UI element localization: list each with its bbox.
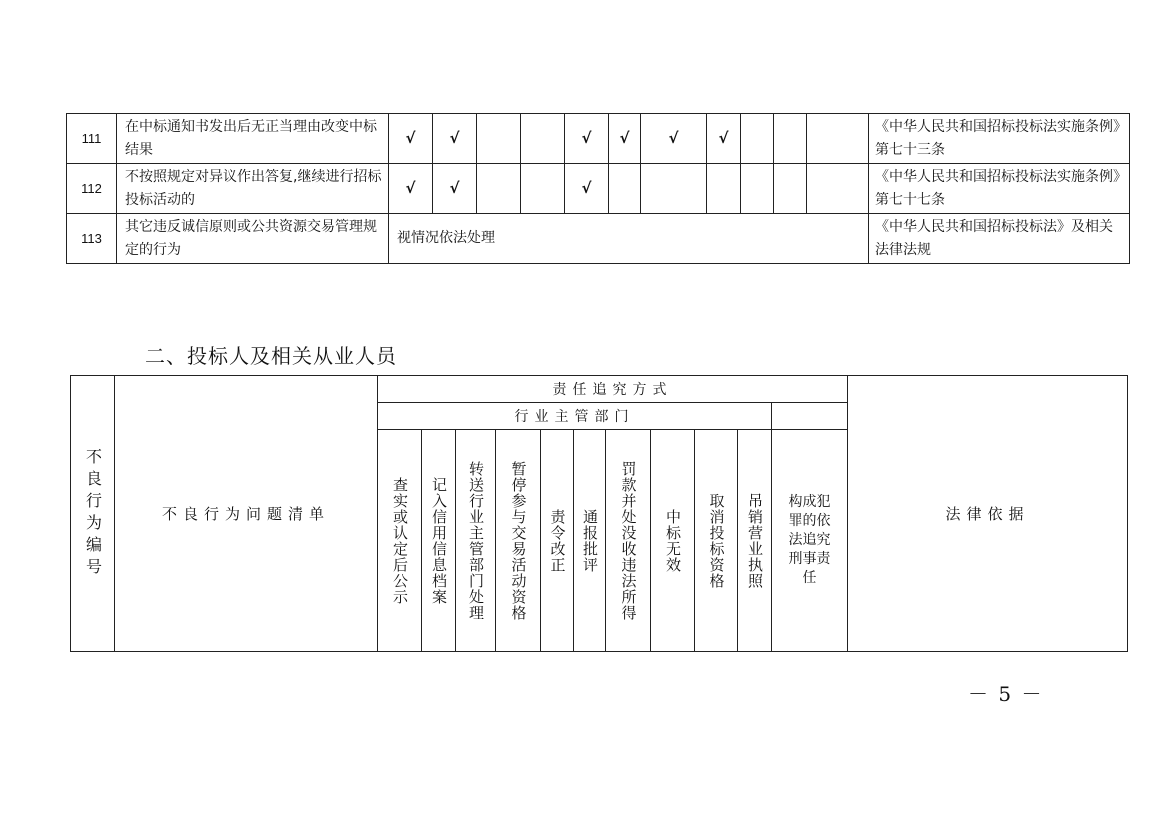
check-mark-cell (609, 164, 641, 214)
row-legal-basis: 《中华人民共和国招标投标法》及相关法律法规 (869, 214, 1130, 264)
row-issue: 其它违反诚信原则或公共资源交易管理规定的行为 (117, 214, 389, 264)
col-header-no: 不良行为编号 (71, 376, 115, 652)
row-issue: 不按照规定对异议作出答复,继续进行招标投标活动的 (117, 164, 389, 214)
check-mark-cell (707, 164, 741, 214)
check-mark-cell: √ (433, 114, 477, 164)
check-mark-cell: √ (389, 164, 433, 214)
check-mark-cell (521, 164, 565, 214)
check-mark-cell (741, 114, 774, 164)
col-header-measure: 罚款并处没收违法所得 (606, 430, 651, 652)
col-header-measure: 转送行业主管部门处理 (456, 430, 496, 652)
col-header-measure: 中标无效 (651, 430, 695, 652)
col-header-measure: 取消投标资格 (695, 430, 738, 652)
violation-table-continued (66, 113, 1130, 264)
col-header-measure: 暂停参与交易活动资格 (496, 430, 541, 652)
row-legal-basis: 《中华人民共和国招标投标法实施条例》第七十三条 (869, 114, 1130, 164)
col-header-issue: 不良行为问题清单 (115, 376, 378, 652)
criminal-cell (807, 164, 869, 214)
section-title: 二、投标人及相关从业人员 (145, 344, 397, 368)
check-mark-cell (477, 164, 521, 214)
check-mark-cell: √ (609, 114, 641, 164)
check-mark-cell (774, 164, 807, 214)
row-number: 111 (67, 114, 117, 164)
check-mark-cell: √ (565, 164, 609, 214)
col-header-criminal: 构成犯 罪的依 法追究 刑事责 任 (772, 430, 848, 652)
row-issue: 在中标通知书发出后无正当理由改变中标结果 (117, 114, 389, 164)
check-mark-cell (477, 114, 521, 164)
check-mark-cell (741, 164, 774, 214)
check-mark-cell: √ (565, 114, 609, 164)
check-mark-cell (641, 164, 707, 214)
col-header-measure: 吊销营业执照 (738, 430, 772, 652)
check-mark-cell (774, 114, 807, 164)
col-header-measure: 责令改正 (541, 430, 574, 652)
check-mark-cell: √ (389, 114, 433, 164)
page-number: － 5 － (968, 682, 1044, 706)
col-header-measure: 记入信用信息档案 (422, 430, 456, 652)
table-row (67, 114, 1130, 164)
row-handling-note: 视情况依法处理 (389, 214, 869, 264)
row-legal-basis: 《中华人民共和国招标投标法实施条例》第七十七条 (869, 164, 1130, 214)
check-mark-cell: √ (433, 164, 477, 214)
col-header-measure: 通报批评 (574, 430, 606, 652)
group-header-authority: 行业主管部门 (378, 403, 772, 430)
table-row (67, 164, 1130, 214)
group-header-liability: 责任追究方式 (378, 376, 848, 403)
row-number: 113 (67, 214, 117, 264)
col-header-measure: 查实或认定后公示 (378, 430, 422, 652)
bidder-table-header (70, 375, 1128, 652)
check-mark-cell: √ (707, 114, 741, 164)
row-number: 112 (67, 164, 117, 214)
criminal-cell (807, 114, 869, 164)
check-mark-cell (521, 114, 565, 164)
check-mark-cell: √ (641, 114, 707, 164)
col-header-basis: 法律依据 (848, 376, 1128, 652)
table-row (67, 214, 1130, 264)
